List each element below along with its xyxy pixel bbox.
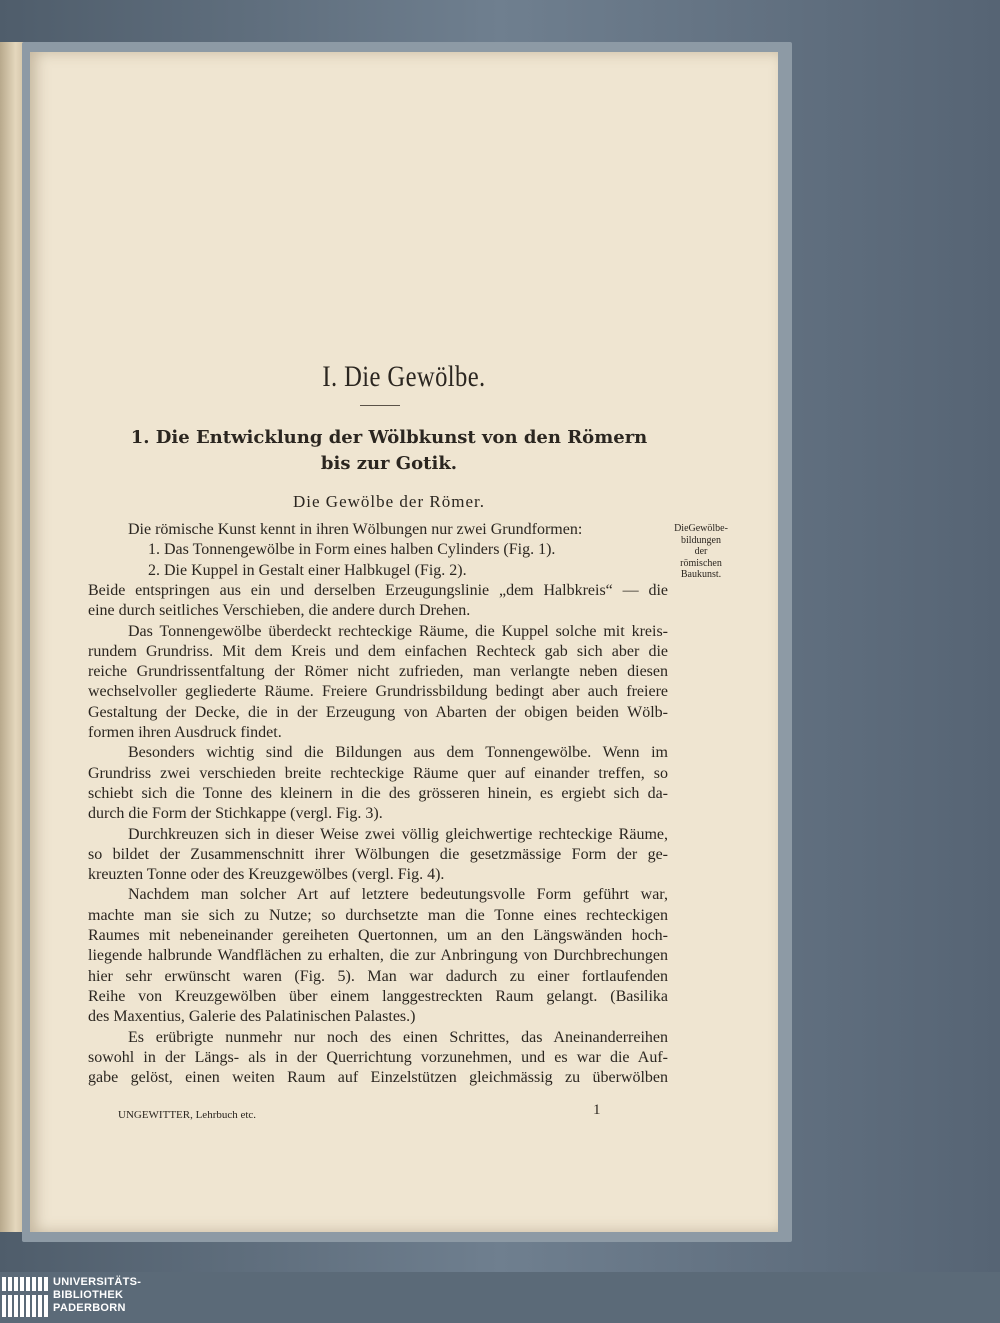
library-name-line-3: PADERBORN [53, 1302, 126, 1314]
body-line: Besonders wichtig sind die Bildungen aus dem Tonnengewölbe. Wenn im [128, 744, 668, 762]
body-line: Die römische Kunst kennt in ihren Wölbungen nur zwei Grundformen: [128, 521, 583, 538]
page-number: 1 [593, 1102, 601, 1118]
body-line: 2. Die Kuppel in Gestalt einer Halbkugel (Fig. 2). [148, 561, 467, 579]
university-library-logo-icon [2, 1275, 50, 1319]
body-line: Gestaltung der Decke, die in der Erzeugung von Abarten der obigen beiden Wölb- [88, 703, 668, 721]
margin-note-line: der [694, 546, 708, 557]
library-name-line-1: UNIVERSITÄTS- [53, 1276, 142, 1288]
margin-note-line: Baukunst. [680, 569, 722, 580]
body-line: gabe gelöst, einen weiten Raum auf Einzelstützen gleichmässig zu überwölben [88, 1069, 668, 1087]
body-line: durch die Form der Stichkappe (vergl. Fig. 3). [88, 805, 383, 823]
body-line: eine durch seitliches Verschieben, die andere durch Drehen. [88, 602, 471, 620]
body-line: sowohl in der Längs- als in der Querrichtung vorzunehmen, und es war die Auf- [88, 1048, 668, 1066]
body-line: liegende halbrunde Wandflächen zu erhalten, die zur Anbringung von Durchbrechungen [88, 947, 668, 965]
body-line: hier sehr erwünscht waren (Fig. 5). Man war dadurch zu einer fortlaufenden [88, 967, 668, 985]
margin-note-line: römischen [680, 557, 722, 569]
body-line: Raumes mit nebeneinander gereiheten Quertonnen, um an den Längswänden hoch- [88, 927, 668, 944]
body-line: wechselvoller gegliederte Räume. Freiere Grundrissbildung bedingt aber auch freiere [88, 683, 668, 701]
book-page [30, 52, 778, 1232]
body-line: Beide entspringen aus ein und derselben Erzeugungslinie „dem Halbkreis“ — die [88, 581, 668, 599]
body-line: Nachdem man solcher Art auf letztere bedeutungsvolle Form geführt war, [128, 886, 668, 904]
subsection-title: Die Gewölbe der Römer. [293, 492, 485, 511]
body-line: reiche Grundrissentfaltung der Römer nicht zufrieden, man verlangte neben diesen [88, 663, 668, 681]
body-line: formen ihren Ausdruck findet. [88, 724, 282, 741]
body-line: des Maxentius, Galerie des Palatinischen Palastes.) [88, 1008, 416, 1026]
margin-note-line: bildungen [681, 534, 721, 546]
body-line: machte man sie sich zu Nutze; so durchsetzte man die Tonne eines rechteckigen [88, 906, 668, 924]
body-line: Reihe von Kreuzgewölben über einem langgestreckten Raum gelangt. (Basilika [88, 987, 668, 1005]
footer-author: UNGEWITTER, Lehrbuch etc. [118, 1109, 257, 1121]
body-line: Grundriss zwei verschieden breite rechteckige Räume quer auf einander treffen, so [88, 764, 668, 782]
body-line: schiebt sich die Tonne des kleinern in die des grösseren hinein, es ergiebt sich da- [88, 784, 668, 802]
section-heading-line-1: 1. Die Entwicklung der Wölbkunst von den Römern [130, 427, 648, 448]
body-line: Durchkreuzen sich in dieser Weise zwei völlig gleichwertige rechteckige Räume, [128, 825, 668, 843]
body-line: so bildet der Zusammenschnitt ihrer Wölbungen die gesetzmässige Form der ge- [88, 845, 668, 863]
body-line: rundem Grundriss. Mit dem Kreis und dem einfachen Rechteck gab sich aber die [88, 642, 668, 660]
section-heading-line-2: bis zur Gotik. [320, 453, 458, 474]
title-divider [360, 405, 400, 406]
chapter-title: I. Die Gewölbe. [322, 360, 486, 393]
body-line: 1. Das Tonnengewölbe in Form eines halben Cylinders (Fig. 1). [148, 541, 556, 559]
body-line: Das Tonnengewölbe überdeckt rechteckige Räume, die Kuppel solche mit kreis- [128, 622, 668, 640]
library-footer-bar [0, 1272, 1000, 1323]
margin-note-line: DieGewölbe- [674, 523, 728, 534]
body-line: kreuzten Tonne oder des Kreuzgewölbes (vergl. Fig. 4). [88, 866, 445, 884]
library-name-line-2: BIBLIOTHEK [53, 1289, 124, 1301]
body-line: Es erübrigte nunmehr nur noch des einen Schrittes, das Aneinanderreihen [128, 1028, 668, 1046]
